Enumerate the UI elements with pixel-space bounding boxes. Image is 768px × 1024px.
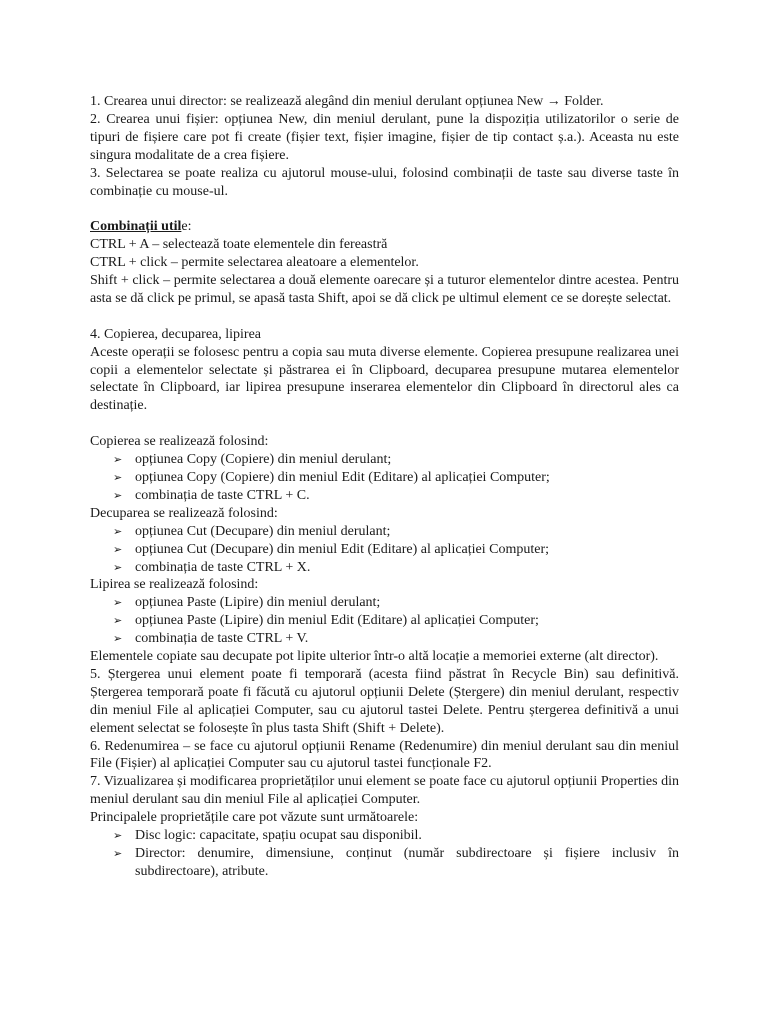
paragraph-create-directory: 1. Crearea unui director: se realizează alegând din meniul derulant opțiunea New → Folder. [90, 94, 604, 109]
arrow-bullet-icon: ➢ [113, 524, 123, 538]
list-item: ➢ Director: denumire, dimensiune, conținut (număr subdirectoare și fișiere inclusiv în subdirectoare), atribute. [113, 846, 679, 879]
cut-list [90, 523, 679, 577]
paragraph-properties: 7. Vizualizarea și modificarea proprietăților unui element se poate face cu ajutorul opțiunii Properties din meniul derulant sau din meniul File al aplicației Computer. [90, 774, 679, 808]
list-item: ➢ combinația de taste CTRL + X. [113, 559, 311, 575]
list-item: ➢ opțiunea Copy (Copiere) din meniul Edit (Editare) al aplicației Computer; [113, 469, 550, 485]
arrow-bullet-icon: ➢ [113, 847, 123, 861]
combo-ctrl-a: CTRL + A – selectează toate elementele din fereastră [90, 237, 388, 253]
paragraph-create-file: 2. Crearea unui fișier: opțiunea New, din meniul derulant, pune la dispoziția utilizatorilor o serie de tipuri de fișiere care pot fi create (fișier text, fișier imagine, fișier de tip contact ș.a.). Aceasta nu este singura modalitate de a crea fișiere. [90, 111, 679, 163]
arrow-bullet-icon: ➢ [113, 632, 123, 646]
paste-intro: Lipirea se realizează folosind: [90, 577, 259, 593]
list-item: ➢ opțiunea Copy (Copiere) din meniul derulant; [113, 452, 392, 468]
arrow-bullet-icon: ➢ [113, 596, 123, 610]
spacer [90, 308, 679, 326]
paragraph-properties-intro: Principalele proprietățile care pot văzute sunt următoarele: [90, 810, 419, 826]
combo-ctrl-click: CTRL + click – permite selectarea aleatoare a elementelor. [90, 255, 419, 271]
document-page [90, 93, 679, 881]
paragraph-after-paste: Elementele copiate sau decupate pot lipite ulterior într-o altă locație a memoriei externe (alt director). [90, 649, 659, 665]
paragraph-delete: 5. Ștergerea unui element poate fi temporară (acesta fiind păstrat în Recycle Bin) sau definitivă. Ștergerea temporară poate fi făcută cu ajutorul opțiunii Delete (Ștergere) din meniul derulant, respectiv din meniul File al aplicației Computer, sau cu ajutorul tastei Delete. Pentru ștergerea definitivă a unui element selectat se folosește în plus tasta Shift (Shift + Delete). [90, 666, 679, 736]
copy-list [90, 451, 679, 505]
list-item: ➢ opțiunea Paste (Lipire) din meniul derulant; [113, 595, 381, 611]
heading-underlined: Combinații util [90, 219, 182, 235]
arrow-bullet-icon: ➢ [113, 453, 123, 467]
spacer [90, 200, 679, 218]
spacer [90, 415, 679, 433]
list-item: ➢ opțiunea Paste (Lipire) din meniul Edit (Editare) al aplicației Computer; [113, 613, 539, 629]
copy-intro: Copierea se realizează folosind: [90, 434, 269, 450]
paste-list [90, 594, 679, 648]
list-item: ➢ Disc logic: capacitate, spațiu ocupat sau disponibil. [113, 828, 422, 844]
section-4-text: Aceste operații se folosesc pentru a copia sau muta diverse elemente. Copierea presupune realizarea unei copii a elementelor selectate și păstrarea ei în Clipboard, decuparea presupune mutarea elementelor selectate în Clipboard, iar lipirea presupune inserarea elementelor din Clipboard în directorul ales ca destinație. [90, 344, 679, 414]
arrow-bullet-icon: ➢ [113, 470, 123, 484]
arrow-bullet-icon: ➢ [113, 829, 123, 843]
list-item: ➢ opțiunea Cut (Decupare) din meniul derulant; [113, 523, 391, 539]
useful-combinations-heading [90, 218, 679, 236]
list-item: ➢ combinația de taste CTRL + V. [113, 631, 309, 647]
paragraph-rename: 6. Redenumirea – se face cu ajutorul opțiunii Rename (Redenumire) din meniul derulant sau din meniul File (Fișier) al aplicației Computer sau cu ajutorul tastei funcționale F2. [90, 738, 679, 772]
list-item: ➢ combinația de taste CTRL + C. [113, 487, 310, 503]
cut-intro: Decuparea se realizează folosind: [90, 505, 278, 521]
arrow-bullet-icon: ➢ [113, 542, 123, 556]
arrow-bullet-icon: ➢ [113, 560, 123, 574]
arrow-bullet-icon: ➢ [113, 614, 123, 628]
arrow-bullet-icon: ➢ [113, 488, 123, 502]
heading-tail: e: [181, 219, 192, 235]
paragraph-selection: 3. Selectarea se poate realiza cu ajutorul mouse-ului, folosind combinații de taste sau diverse taste în combinație cu mouse-ul. [90, 165, 679, 199]
combo-shift-click: Shift + click – permite selectarea a două elemente oarecare și a tuturor elementelor dintre acestea. Pentru asta se dă click pe primul, se apasă tasta Shift, apoi se dă click pe ultimul element ce se dorește selectat. [90, 273, 679, 306]
list-item: ➢ opțiunea Cut (Decupare) din meniul Edit (Editare) al aplicației Computer; [113, 541, 550, 557]
section-4-title: 4. Copierea, decuparea, lipirea [90, 326, 262, 342]
properties-list [90, 827, 679, 881]
